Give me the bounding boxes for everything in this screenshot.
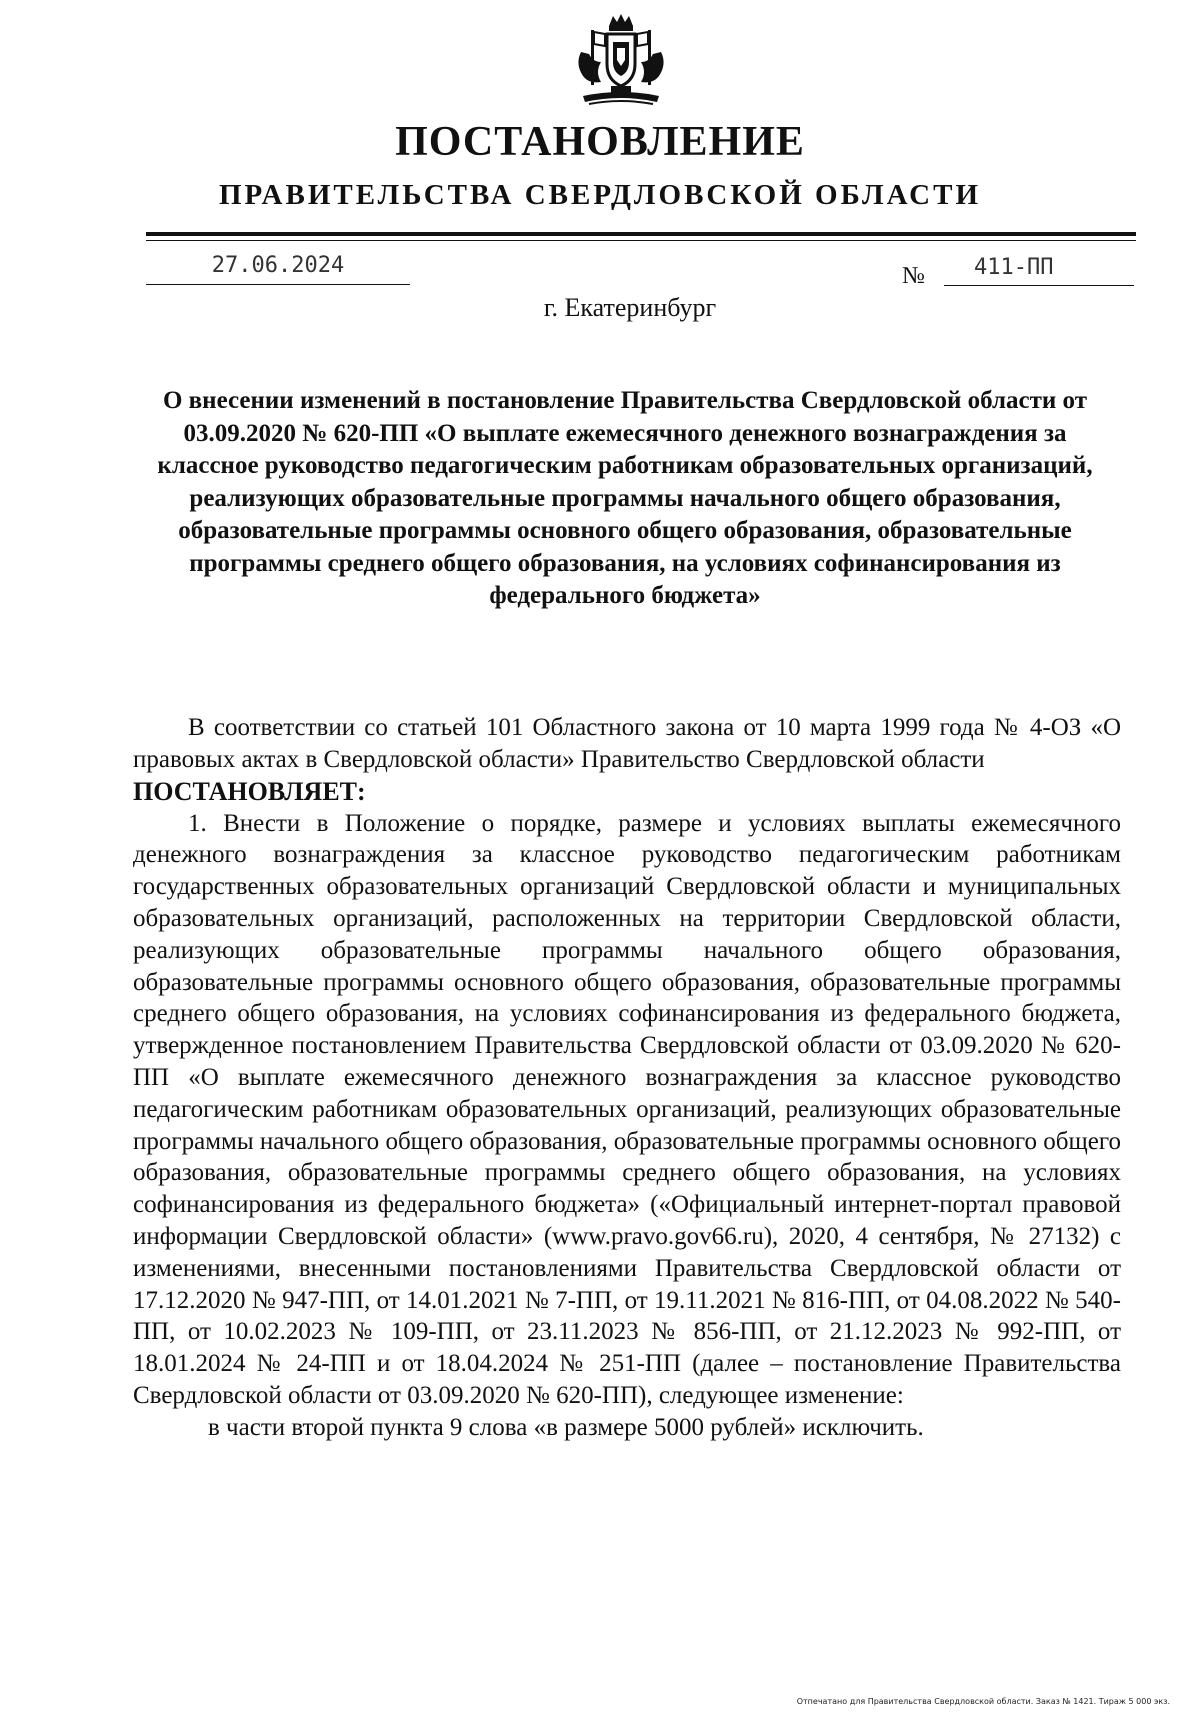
item-1-paragraph: 1. Внести в Положение о порядке, размере и условиях выплаты ежемесячного денежного вознаграждения за классное руководство педагогическим работникам государственных образовательных организаций Свердловской области и муниципальных образовательных организаций, расположенных на территории Свердловской области, реализующих образовательные программы начального общего образования, образовательные программы основного общего образования, образовательные программы среднего общего образования, на условиях софинансирования из федерального бюджета, утвержденное постановлением Правительства Свердловской области от 03.09.2020 № 620-ПП «О выплате ежемесячного денежного вознаграждения за классное руководство педагогическим работникам образовательных организаций, реализующих образовательные программы начального общего образования, образовательные программы основного общего образования, образовательные программы среднего общего образования, на условиях софинансирования из федерального бюджета» («Официальный интернет-портал правовой информации Свердловской области» (www.pravo.gov66.ru), 2020, 4 сентября, № 27132) с изменениями, внесенными постановлениями Правительства Свердловской области от 17.12.2020 № 947-ПП, от 14.01.2021 № 7-ПП, от 19.11.2021 № 816-ПП, от 04.08.2022 № 540-ПП, от 10.02.2023 № 109-ПП, от 23.11.2023 № 856-ПП, от 21.12.2023 № 992-ПП, от 18.01.2024 № 24-ПП и от 18.04.2024 № 251-ПП (далее – постановление Правительства Свердловской области от 03.09.2020 № 620-ПП), следующее изменение: [133, 809, 1121, 1409]
document-date: 27.06.2024 [146, 250, 410, 285]
preamble-paragraph: В соответствии со статьей 101 Областного закона от 10 марта 1999 года № 4-ОЗ «О правовых актах в Свердловской области» Правительство Свердловской области [133, 714, 1121, 773]
change-paragraph: в части второй пункта 9 слова «в размере 5000 рублей» исключить. [208, 1413, 924, 1441]
number-label: № [902, 263, 925, 289]
document-subject: О внесении изменений в постановление Правительства Свердловской области от 03.09.2020 № 620-ПП «О выплате ежемесячного денежного вознаграждения за классное руководство педагогическим работникам образовательных организаций, реализующих образовательные программы начального общего образования, образовательные программы основного общего образования, образовательные программы среднего общего образования, на условиях софинансирования из федерального бюджета» [157, 387, 1093, 609]
header-rule-thick [146, 232, 1136, 236]
issuing-authority: ПРАВИТЕЛЬСТВА СВЕРДЛОВСКОЙ ОБЛАСТИ [218, 179, 982, 211]
document-body [133, 712, 1121, 1444]
resolves-heading: ПОСТАНОВЛЯЕТ: [133, 776, 366, 806]
document-type-title: ПОСТАНОВЛЕНИЕ [395, 119, 805, 165]
issue-city: г. Екатеринбург [543, 293, 717, 322]
print-imprint: Отпечатано для Правительства Свердловской области. Заказ № 1421. Тираж 5 000 экз. [796, 1697, 1170, 1706]
document-number: 411-ПП [944, 252, 1134, 286]
coat-of-arms-icon [571, 12, 671, 120]
header-rule-thin [146, 240, 1136, 241]
